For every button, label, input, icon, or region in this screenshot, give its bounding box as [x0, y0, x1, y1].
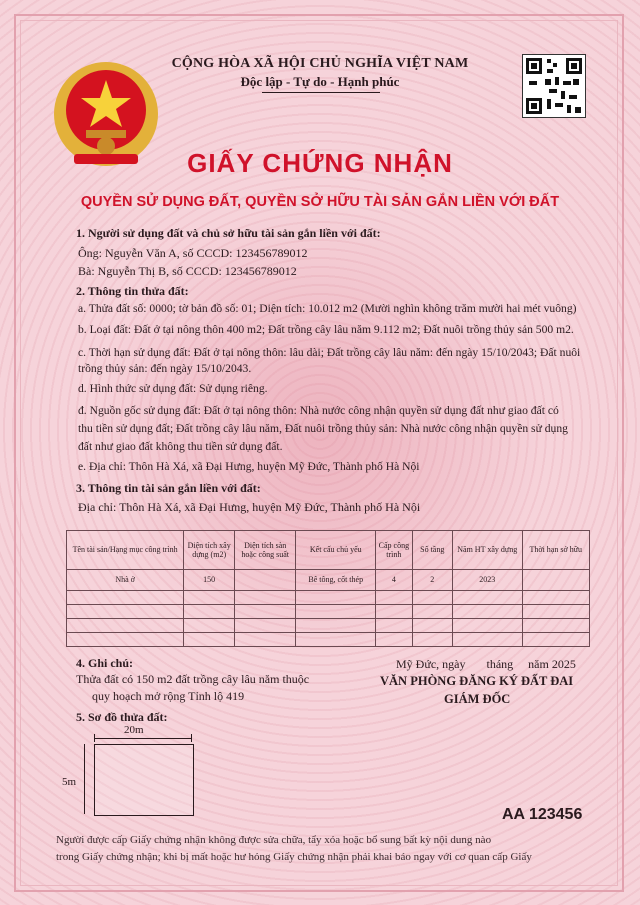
cell-grade: 4 — [376, 570, 412, 591]
parcel-info-dd3: đất như giao đất không thu tiền sử dụng đất. — [78, 440, 283, 453]
national-motto: Độc lập - Tự do - Hạnh phúc — [240, 74, 400, 89]
serial-number: AA 123456 — [502, 806, 583, 823]
section5-heading: 5. Sơ đồ thửa đất: — [76, 710, 168, 724]
cell-year-built: 2023 — [452, 570, 522, 591]
plot-height-dimension — [84, 744, 85, 814]
issuing-office: VĂN PHÒNG ĐĂNG KÝ ĐẤT ĐAI — [380, 674, 574, 688]
section3-heading: 3. Thông tin tài sản gắn liền với đất: — [76, 481, 261, 495]
asset-table-header — [67, 531, 590, 570]
cell-floor-area — [235, 570, 296, 591]
table-row — [67, 605, 590, 619]
plot-width-label: 20m — [124, 724, 144, 736]
cell-asset-name: Nhà ở — [67, 570, 184, 591]
parcel-info-e: e. Địa chỉ: Thôn Hà Xá, xã Đại Hưng, huyện Mỹ Đức, Thành phố Hà Nội — [78, 460, 420, 473]
table-row — [67, 591, 590, 605]
republic-name: CỘNG HÒA XÃ HỘI CHỦ NGHĨA VIỆT NAM — [171, 56, 469, 71]
section4-heading: 4. Ghi chú: — [76, 656, 134, 670]
parcel-info-dd1: đ. Nguồn gốc sử dụng đất: Đất ở tại nông thôn: Nhà nước công nhận quyền sử dụng đất như giao đất có — [78, 404, 559, 417]
note-line1: Thửa đất có 150 m2 đất trồng cây lâu năm thuộc — [76, 672, 310, 686]
parcel-info-c2: trồng thủy sản: đến ngày 15/10/2043. — [78, 362, 252, 375]
note-line2: quy hoạch mở rộng Tỉnh lộ 419 — [92, 689, 245, 703]
cell-structure: Bê tông, cốt thép — [296, 570, 376, 591]
qr-code-icon — [522, 54, 586, 118]
table-row — [67, 633, 590, 647]
cell-floors: 2 — [412, 570, 452, 591]
signer-role: GIÁM ĐỐC — [444, 692, 511, 706]
col-ownership-term: Thời hạn sở hữu — [522, 531, 590, 570]
asset-table — [66, 530, 590, 647]
table-row — [67, 570, 590, 591]
table-row — [67, 619, 590, 633]
cell-ownership-term — [522, 570, 590, 591]
certificate-subtitle: QUYỀN SỬ DỤNG ĐẤT, QUYỀN SỞ HỮU TÀI SẢN GẮN LIỀN VỚI ĐẤT — [80, 194, 560, 210]
parcel-info-a: a. Thửa đất số: 0000; tờ bản đồ số: 01; Diện tích: 10.012 m2 (Mười nghìn không trăm mười hai mét vuông) — [78, 302, 577, 315]
parcel-info-b: b. Loại đất: Đất ở tại nông thôn 400 m2; Đất trồng cây lâu năm 9.112 m2; Đất nuôi trồng thủy sản 500 m2. — [78, 323, 574, 336]
col-year-built: Năm HT xây dựng — [452, 531, 522, 570]
col-structure: Kết cấu chủ yếu — [296, 531, 376, 570]
col-floors: Số tầng — [412, 531, 452, 570]
plot-height-label: 5m — [62, 776, 77, 788]
plot-width-dimension — [94, 738, 192, 739]
owner1-line: Ông: Nguyễn Văn A, số CCCD: 123456789012 — [78, 246, 308, 260]
footer-note-line1: Người được cấp Giấy chứng nhận không được sửa chữa, tẩy xóa hoặc bổ sung bất kỳ nội dung nào — [56, 834, 492, 846]
parcel-sketch — [94, 744, 194, 816]
section2-heading: 2. Thông tin thửa đất: — [76, 284, 189, 298]
footer-note-line2: trong Giấy chứng nhận; khi bị mất hoặc hư hỏng Giấy chứng nhận phải khai báo ngay với cơ quan cấp Giấy — [56, 851, 532, 863]
motto-underline — [262, 92, 380, 93]
parcel-info-d: d. Hình thức sử dụng đất: Sử dụng riêng. — [78, 382, 268, 395]
issue-date: Mỹ Đức, ngày tháng năm 2025 — [396, 657, 576, 671]
col-floor-area: Diện tích sàn hoặc công suất — [235, 531, 296, 570]
col-building-area: Diện tích xây dựng (m2) — [184, 531, 235, 570]
asset-address: Địa chỉ: Thôn Hà Xá, xã Đại Hưng, huyện Mỹ Đức, Thành phố Hà Nội — [78, 500, 421, 514]
section1-heading: 1. Người sử dụng đất và chủ sở hữu tài sản gắn liền với đất: — [76, 226, 381, 240]
col-grade: Cấp công trình — [376, 531, 412, 570]
parcel-info-c1: c. Thời hạn sử dụng đất: Đất ở tại nông thôn: lâu dài; Đất trồng cây lâu năm: đến ngày 15/10/2043; Đất nuôi — [78, 346, 581, 359]
col-asset-name: Tên tài sản/Hạng mục công trình — [67, 531, 184, 570]
parcel-info-dd2: thu tiền sử dụng đất; Đất trồng cây lâu năm, Đất nuôi trồng thủy sản: Nhà nước công nhận quyền sử dụng — [78, 422, 568, 435]
cell-building-area: 150 — [184, 570, 235, 591]
owner2-line: Bà: Nguyễn Thị B, số CCCD: 123456789012 — [78, 264, 297, 278]
certificate-title: GIẤY CHỨNG NHẬN — [187, 148, 453, 178]
